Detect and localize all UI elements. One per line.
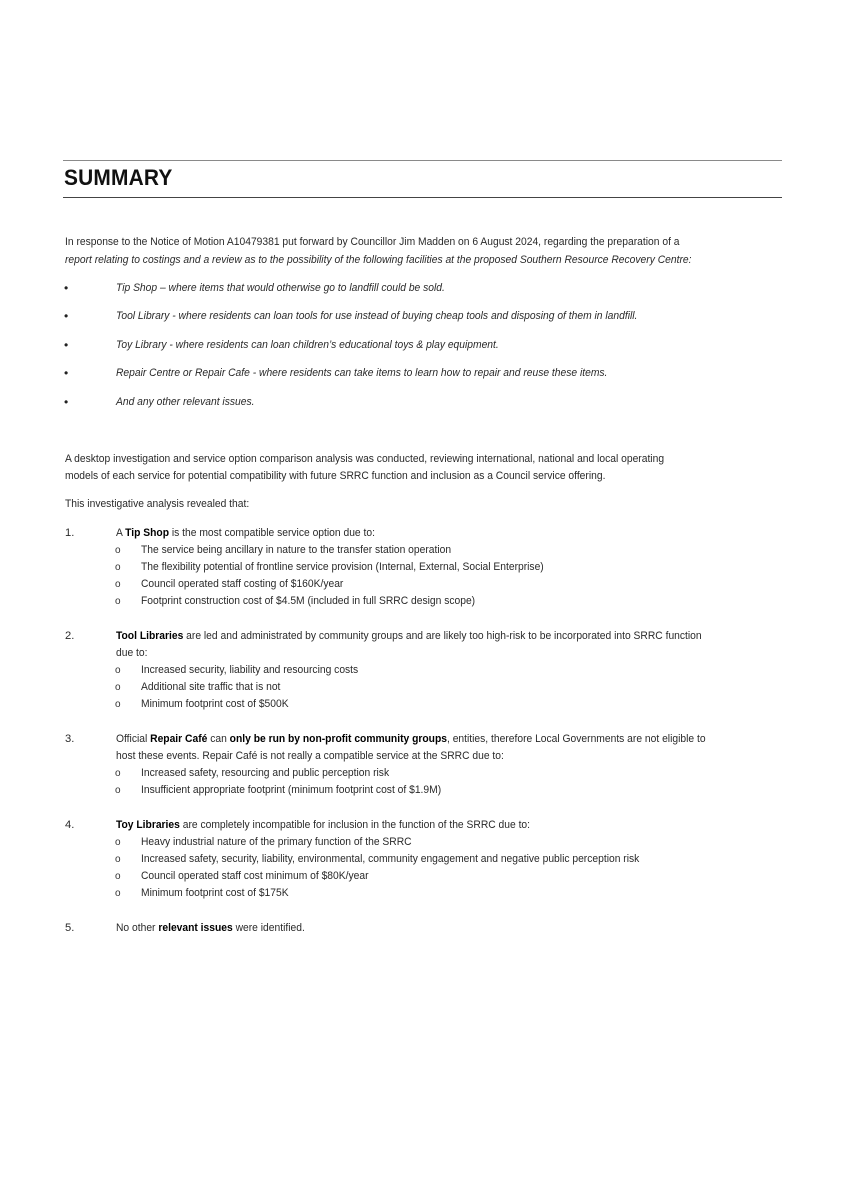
intro-line-2: report relating to costings and a review as to the possibility of the following facilities at the proposed Southern Resource Recovery Centre: — [65, 254, 692, 266]
page-heading: SUMMARY — [64, 165, 173, 190]
bullet-text: And any other relevant issues. — [116, 396, 255, 408]
sub-marker: o — [115, 596, 121, 607]
sub-item: Increased security, liability and resourcing costs — [141, 664, 359, 676]
analysis-line-2: models of each service for potential compatibility with future SRRC function and inclusion as a Council service offering. — [65, 470, 606, 482]
sub-item: Increased safety, resourcing and public perception risk — [141, 767, 390, 779]
finding-text-line-2: due to: — [116, 647, 148, 659]
finding-text-line-2: host these events. Repair Café is not really a compatible service at the SRRC due to: — [116, 750, 504, 762]
finding-number: 1. — [65, 527, 75, 539]
finding-text-post: , entities, therefore Local Governments are not eligible to — [446, 733, 706, 745]
sub-marker: o — [115, 699, 121, 710]
sub-item: Minimum footprint cost of $500K — [141, 698, 289, 710]
finding-number: 2. — [65, 630, 75, 642]
finding-number: 4. — [65, 819, 75, 831]
sub-marker: o — [115, 785, 121, 796]
bullet-marker: • — [64, 395, 69, 409]
sub-item: The service being ancillary in nature to the transfer station operation — [141, 544, 452, 556]
sub-marker: o — [115, 871, 121, 882]
finding-text-pre: No other — [116, 922, 159, 934]
finding-text-pre: A — [116, 527, 126, 539]
heading-bottom-rule — [63, 197, 782, 198]
finding-text-post: are completely incompatible for inclusion in the function of the SRRC due to: — [179, 819, 531, 831]
finding-text — [116, 817, 530, 834]
finding-text — [116, 920, 305, 937]
finding-text-pre: Official — [116, 733, 151, 745]
sub-marker: o — [115, 562, 121, 573]
sub-marker: o — [115, 837, 121, 848]
sub-marker: o — [115, 888, 121, 899]
bullet-text: Tool Library - where residents can loan tools for use instead of buying cheap tools and disposing of them in landfill. — [116, 310, 638, 322]
sub-marker: o — [115, 854, 121, 865]
finding-text — [116, 628, 702, 645]
sub-marker: o — [115, 682, 121, 693]
sub-item: Heavy industrial nature of the primary function of the SRRC — [141, 836, 412, 848]
sub-marker: o — [115, 579, 121, 590]
finding-bold-term: Repair Café — [150, 733, 208, 745]
sub-item: The flexibility potential of frontline service provision (Internal, External, Social Enterprise) — [141, 561, 544, 573]
sub-marker: o — [115, 768, 121, 779]
sub-item: Insufficient appropriate footprint (minimum footprint cost of $1.9M) — [141, 784, 442, 796]
analysis-revealed: This investigative analysis revealed that: — [65, 498, 250, 510]
finding-bold-term: Tip Shop — [125, 527, 170, 539]
sub-item: Council operated staff cost minimum of $80K/year — [141, 870, 369, 882]
finding-text-post: is the most compatible service option due to: — [169, 527, 375, 539]
finding-text-mid: can — [207, 733, 230, 745]
finding-text — [116, 525, 375, 542]
sub-marker: o — [115, 665, 121, 676]
finding-bold-term: Tool Libraries — [116, 630, 184, 642]
finding-text-post: were identified. — [232, 922, 305, 934]
bullet-text: Repair Centre or Repair Cafe - where residents can take items to learn how to repair and reuse these items. — [116, 367, 608, 379]
sub-item: Council operated staff costing of $160K/year — [141, 578, 344, 590]
heading-top-rule — [63, 160, 782, 161]
finding-bold-term: relevant issues — [158, 922, 233, 934]
sub-item: Minimum footprint cost of $175K — [141, 887, 289, 899]
sub-item: Increased safety, security, liability, environmental, community engagement and negative public perception risk — [141, 853, 640, 865]
finding-bold-term: Toy Libraries — [116, 819, 180, 831]
finding-text — [116, 731, 706, 748]
bullet-marker: • — [64, 309, 69, 323]
sub-item: Footprint construction cost of $4.5M (included in full SRRC design scope) — [141, 595, 476, 607]
finding-number: 5. — [65, 922, 75, 934]
intro-line-1: In response to the Notice of Motion A10479381 put forward by Councillor Jim Madden on 6 August 2024, regarding the preparation of a — [65, 236, 680, 248]
bullet-text: Toy Library - where residents can loan children’s educational toys & play equipment. — [116, 339, 499, 351]
bullet-marker: • — [64, 281, 69, 295]
sub-item: Additional site traffic that is not — [141, 681, 281, 693]
analysis-line-1: A desktop investigation and service option comparison analysis was conducted, reviewing international, national and local operating — [65, 453, 665, 465]
finding-bold-phrase: only be run by non-profit community groups — [229, 733, 447, 745]
bullet-text: Tip Shop – where items that would otherwise go to landfill could be sold. — [116, 282, 445, 294]
finding-text-post: are led and administrated by community groups and are likely too high-risk to be incorporated into SRRC function — [183, 630, 702, 642]
bullet-marker: • — [64, 338, 69, 352]
sub-marker: o — [115, 545, 121, 556]
finding-number: 3. — [65, 733, 75, 745]
bullet-marker: • — [64, 366, 69, 380]
